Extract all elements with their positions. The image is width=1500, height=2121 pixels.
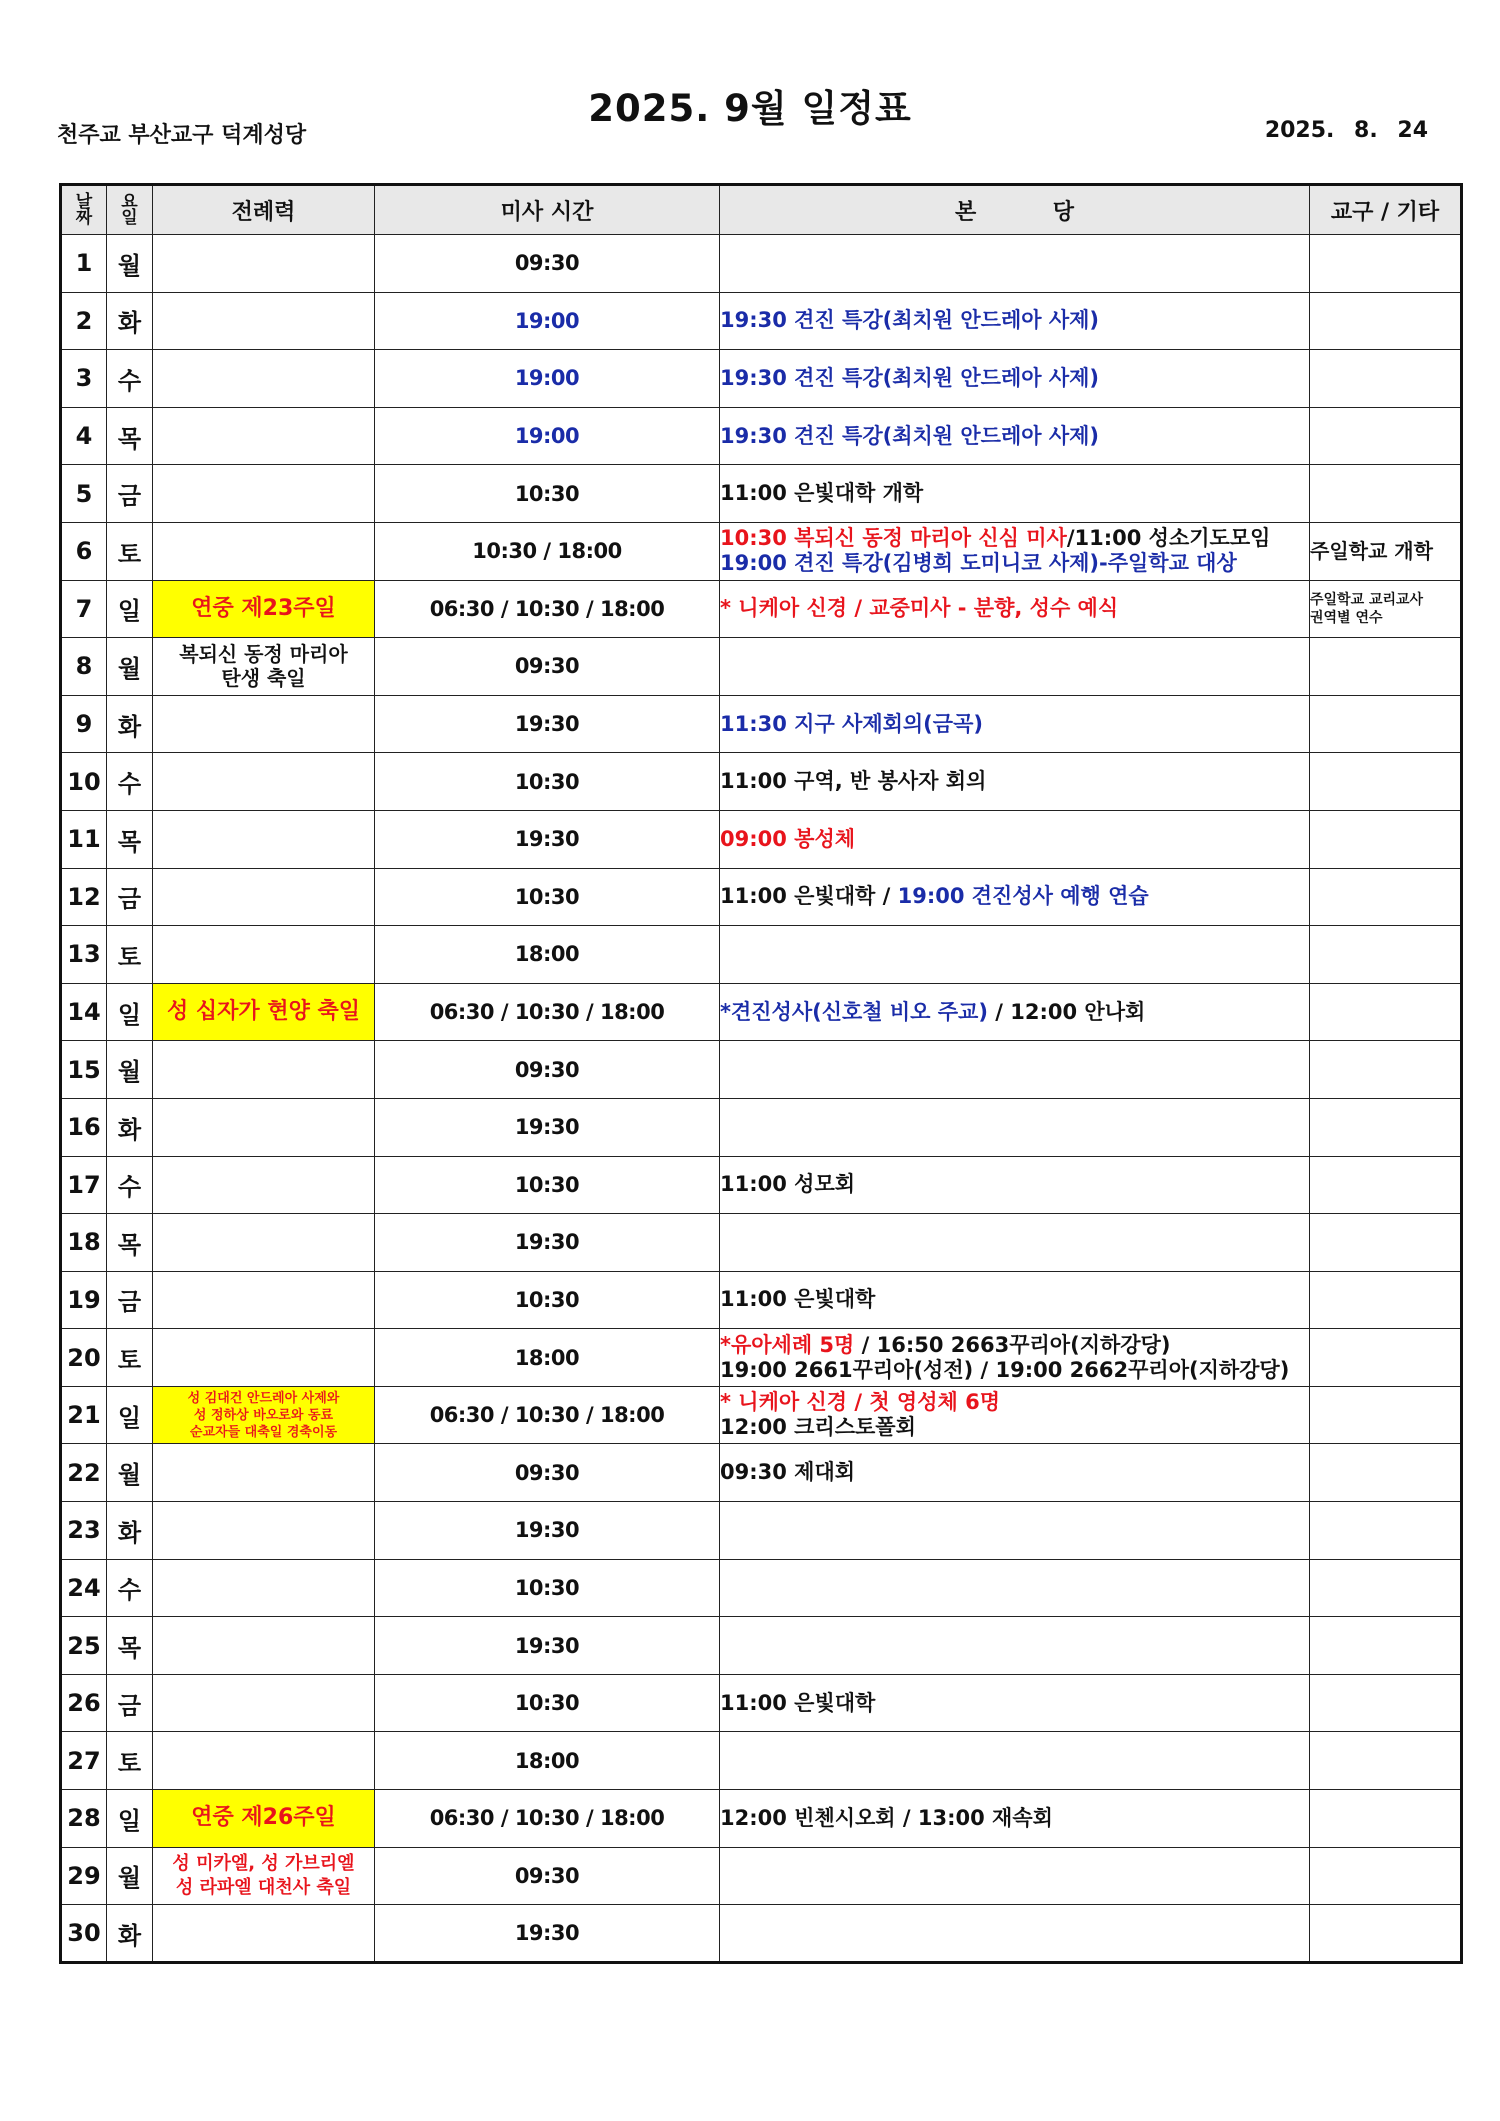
parish-events-cell	[720, 1329, 1310, 1387]
mass-time-cell: 09:30	[375, 1041, 720, 1099]
mass-time-cell: 10:30	[375, 1156, 720, 1214]
diocese-misc-cell	[1310, 1444, 1462, 1502]
liturgy-cell	[153, 1732, 375, 1790]
liturgy-cell	[153, 1444, 375, 1502]
parish-events-cell	[720, 465, 1310, 523]
table-row	[61, 580, 1462, 638]
mass-time-cell: 09:30	[375, 638, 720, 696]
diocese-misc-cell	[1310, 522, 1462, 580]
weekday-cell: 월	[107, 235, 153, 293]
event-line	[720, 1172, 1309, 1197]
header-mass-time: 미사 시간	[375, 185, 720, 235]
table-row	[61, 1732, 1462, 1790]
mass-time-cell: 10:30	[375, 868, 720, 926]
mass-time-cell: 06:30 / 10:30 / 18:00	[375, 1790, 720, 1848]
mass-time-cell: 06:30 / 10:30 / 18:00	[375, 983, 720, 1041]
event-text: / 16:50 2663꾸리아(지하강당)	[854, 1332, 1171, 1357]
date-cell: 28	[61, 1790, 107, 1848]
weekday-cell: 월	[107, 638, 153, 696]
diocese-misc-cell	[1310, 580, 1462, 638]
liturgy-cell	[153, 1329, 375, 1387]
weekday-cell: 목	[107, 810, 153, 868]
table-row	[61, 926, 1462, 984]
parish-events-cell	[720, 1790, 1310, 1848]
weekday-cell: 목	[107, 1214, 153, 1272]
table-row	[61, 1502, 1462, 1560]
diocese-misc-cell	[1310, 638, 1462, 696]
header-day-label: 날짜	[75, 192, 93, 228]
diocese-misc-cell	[1310, 810, 1462, 868]
table-row	[61, 983, 1462, 1041]
mass-time-cell: 09:30	[375, 1847, 720, 1905]
diocese-misc-cell	[1310, 1271, 1462, 1329]
header-weekday-label: 요일	[121, 192, 138, 228]
parish-events-cell	[720, 1041, 1310, 1099]
event-text: 11:00 은빛대학	[720, 1690, 876, 1715]
event-line	[720, 366, 1309, 391]
event-text: 11:00 은빛대학 /	[720, 884, 898, 909]
diocese-misc-cell	[1310, 695, 1462, 753]
misc-text: 주일학교 개학	[1310, 539, 1433, 564]
event-line	[720, 308, 1309, 333]
parish-events-cell	[720, 1502, 1310, 1560]
event-text: 19:30 견진 특강(최치원 안드레아 사제)	[720, 423, 1100, 448]
liturgy-cell	[153, 1098, 375, 1156]
date-cell: 26	[61, 1674, 107, 1732]
date-cell: 6	[61, 522, 107, 580]
event-line	[720, 526, 1309, 551]
weekday-cell: 일	[107, 1790, 153, 1848]
weekday-cell: 수	[107, 350, 153, 408]
table-row	[61, 753, 1462, 811]
event-text: 09:00 봉성체	[720, 826, 856, 851]
liturgy-cell	[153, 1847, 375, 1905]
header-parish: 본 당	[720, 185, 1310, 235]
mass-time-cell: 18:00	[375, 1732, 720, 1790]
date-cell: 1	[61, 235, 107, 293]
event-text: 12:00 빈첸시오회 / 13:00 재속회	[720, 1805, 1053, 1830]
parish-events-cell	[720, 1905, 1310, 1963]
diocese-misc-cell	[1310, 350, 1462, 408]
diocese-misc-cell	[1310, 753, 1462, 811]
date-cell: 13	[61, 926, 107, 984]
event-line	[720, 481, 1309, 506]
liturgy-cell	[153, 235, 375, 293]
parish-events-cell	[720, 407, 1310, 465]
weekday-cell: 화	[107, 695, 153, 753]
liturgy-cell	[153, 1041, 375, 1099]
event-text: *견진성사(신호철 비오 주교)	[720, 999, 996, 1024]
mass-time-cell: 19:30	[375, 1098, 720, 1156]
event-line	[720, 827, 1309, 852]
weekday-cell: 화	[107, 1905, 153, 1963]
mass-time-cell: 10:30	[375, 753, 720, 811]
liturgy-cell	[153, 868, 375, 926]
liturgy-cell	[153, 983, 375, 1041]
parish-events-cell	[720, 350, 1310, 408]
weekday-cell: 일	[107, 983, 153, 1041]
event-text: 09:30 제대회	[720, 1460, 856, 1485]
table-row	[61, 1386, 1462, 1444]
diocese-misc-cell	[1310, 1674, 1462, 1732]
date-cell: 4	[61, 407, 107, 465]
weekday-cell: 금	[107, 1271, 153, 1329]
event-line	[720, 424, 1309, 449]
diocese-misc-cell	[1310, 1386, 1462, 1444]
liturgy-cell	[153, 407, 375, 465]
weekday-cell: 수	[107, 1559, 153, 1617]
parish-events-cell	[720, 1617, 1310, 1675]
table-row	[61, 1790, 1462, 1848]
mass-time-cell: 10:30	[375, 1674, 720, 1732]
table-row	[61, 1617, 1462, 1675]
parish-events-cell	[720, 695, 1310, 753]
liturgy-cell	[153, 580, 375, 638]
date-cell: 5	[61, 465, 107, 523]
event-line	[720, 1691, 1309, 1716]
date-cell: 14	[61, 983, 107, 1041]
mass-time-cell: 19:30	[375, 695, 720, 753]
header-liturgy: 전례력	[153, 185, 375, 235]
event-text: /11:00 성소기도모임	[1066, 526, 1271, 551]
table-row	[61, 292, 1462, 350]
weekday-cell: 금	[107, 868, 153, 926]
event-text: / 12:00 안나회	[995, 999, 1146, 1024]
diocese-misc-cell	[1310, 1790, 1462, 1848]
event-line	[720, 769, 1309, 794]
date-cell: 2	[61, 292, 107, 350]
weekday-cell: 토	[107, 926, 153, 984]
table-row	[61, 1444, 1462, 1502]
date-cell: 17	[61, 1156, 107, 1214]
header-day	[61, 185, 107, 235]
date-cell: 25	[61, 1617, 107, 1675]
diocese-misc-cell	[1310, 926, 1462, 984]
liturgy-cell	[153, 1214, 375, 1272]
liturgy-cell	[153, 1905, 375, 1963]
table-row	[61, 465, 1462, 523]
parish-events-cell	[720, 810, 1310, 868]
event-text: 11:00 성모회	[720, 1172, 856, 1197]
diocese-misc-cell	[1310, 983, 1462, 1041]
misc-text: 주일학교 교리교사	[1310, 591, 1424, 608]
mass-time-cell: 19:00	[375, 292, 720, 350]
mass-time-cell: 19:00	[375, 350, 720, 408]
diocese-misc-cell	[1310, 292, 1462, 350]
date-cell: 24	[61, 1559, 107, 1617]
date-cell: 15	[61, 1041, 107, 1099]
mass-time-cell: 10:30	[375, 1559, 720, 1617]
table-row	[61, 407, 1462, 465]
parish-events-cell	[720, 1847, 1310, 1905]
event-line	[720, 1415, 1309, 1440]
liturgy-cell	[153, 522, 375, 580]
parish-events-cell	[720, 1156, 1310, 1214]
event-text: *유아세례 5명	[720, 1332, 855, 1357]
header-misc: 교구 / 기타	[1310, 185, 1462, 235]
date-cell: 9	[61, 695, 107, 753]
liturgy-cell	[153, 695, 375, 753]
table-row	[61, 1559, 1462, 1617]
liturgy-cell	[153, 638, 375, 696]
event-text: 11:00 은빛대학 개학	[720, 481, 924, 506]
mass-time-cell: 19:30	[375, 1502, 720, 1560]
event-line	[720, 884, 1309, 909]
liturgy-text: 성 정하상 바오로와 동료	[193, 1407, 334, 1423]
event-text: 19:00 2661꾸리아(성전) / 19:00 2662꾸리아(지하강당)	[720, 1357, 1290, 1382]
weekday-cell: 일	[107, 1386, 153, 1444]
liturgy-text: 성 김대건 안드레아 사제와	[187, 1390, 340, 1406]
diocese-misc-cell	[1310, 1098, 1462, 1156]
mass-time-cell: 18:00	[375, 926, 720, 984]
weekday-cell: 화	[107, 1098, 153, 1156]
weekday-cell: 화	[107, 292, 153, 350]
liturgy-cell	[153, 1674, 375, 1732]
diocese-misc-cell	[1310, 868, 1462, 926]
weekday-cell: 토	[107, 1329, 153, 1387]
liturgy-cell	[153, 753, 375, 811]
table-row	[61, 1214, 1462, 1272]
event-text: 19:00 견진 특강(김병희 도미니코 사제)-주일학교 대상	[720, 551, 1237, 576]
misc-text: 권역별 연수	[1310, 609, 1383, 626]
event-line	[720, 1390, 1309, 1415]
mass-time-cell: 19:00	[375, 407, 720, 465]
event-text: 19:00 견진성사 예행 연습	[897, 884, 1149, 909]
date-cell: 7	[61, 580, 107, 638]
weekday-cell: 금	[107, 1674, 153, 1732]
liturgy-text: 탄생 축일	[221, 666, 306, 691]
diocese-misc-cell	[1310, 1732, 1462, 1790]
table-row	[61, 1847, 1462, 1905]
mass-time-cell: 10:30	[375, 465, 720, 523]
diocese-misc-cell	[1310, 1617, 1462, 1675]
mass-time-cell: 10:30 / 18:00	[375, 522, 720, 580]
parish-events-cell	[720, 1674, 1310, 1732]
liturgy-text: 순교자들 대축일 경축이동	[189, 1424, 338, 1440]
diocese-misc-cell	[1310, 1214, 1462, 1272]
table-row	[61, 810, 1462, 868]
date-cell: 29	[61, 1847, 107, 1905]
table-row	[61, 1156, 1462, 1214]
date-cell: 18	[61, 1214, 107, 1272]
liturgy-cell	[153, 292, 375, 350]
parish-events-cell	[720, 1444, 1310, 1502]
date-cell: 22	[61, 1444, 107, 1502]
event-line	[720, 551, 1309, 576]
liturgy-cell	[153, 350, 375, 408]
date-cell: 11	[61, 810, 107, 868]
liturgy-cell	[153, 926, 375, 984]
mass-time-cell: 19:30	[375, 1214, 720, 1272]
table-row	[61, 1329, 1462, 1387]
diocese-misc-cell	[1310, 1156, 1462, 1214]
date-cell: 10	[61, 753, 107, 811]
parish-events-cell	[720, 235, 1310, 293]
event-line	[720, 712, 1309, 737]
date-cell: 30	[61, 1905, 107, 1963]
parish-events-cell	[720, 1271, 1310, 1329]
mass-time-cell: 19:30	[375, 1617, 720, 1675]
weekday-cell: 목	[107, 1617, 153, 1675]
weekday-cell: 수	[107, 753, 153, 811]
parish-events-cell	[720, 1386, 1310, 1444]
date-cell: 3	[61, 350, 107, 408]
weekday-cell: 월	[107, 1041, 153, 1099]
diocese-misc-cell	[1310, 1502, 1462, 1560]
schedule-table	[59, 183, 1463, 1964]
date-cell: 23	[61, 1502, 107, 1560]
event-line	[720, 1806, 1309, 1831]
liturgy-text: 연중 제26주일	[191, 1805, 336, 1831]
issue-date: 2025. 8. 24	[1264, 118, 1428, 143]
liturgy-text: 성 십자가 현양 축일	[167, 999, 360, 1025]
liturgy-cell	[153, 1617, 375, 1675]
diocese-misc-cell	[1310, 1329, 1462, 1387]
parish-name: 천주교 부산교구 덕계성당	[57, 123, 307, 148]
event-line	[720, 1287, 1309, 1312]
event-line	[720, 1000, 1309, 1025]
table-row	[61, 1674, 1462, 1732]
schedule-rows	[61, 235, 1462, 1963]
mass-time-cell: 06:30 / 10:30 / 18:00	[375, 580, 720, 638]
diocese-misc-cell	[1310, 1905, 1462, 1963]
diocese-misc-cell	[1310, 235, 1462, 293]
event-text: 19:30 견진 특강(최치원 안드레아 사제)	[720, 365, 1100, 390]
event-line	[720, 1358, 1309, 1383]
event-text: 11:00 구역, 반 봉사자 회의	[720, 769, 987, 794]
liturgy-text: 연중 제23주일	[191, 595, 336, 621]
event-text: * 니케아 신경 / 첫 영성체 6명	[720, 1390, 1000, 1415]
event-text: 12:00 크리스토폴회	[720, 1415, 916, 1440]
mass-time-cell: 19:30	[375, 1905, 720, 1963]
parish-events-cell	[720, 1732, 1310, 1790]
mass-time-cell: 06:30 / 10:30 / 18:00	[375, 1386, 720, 1444]
table-row	[61, 1041, 1462, 1099]
liturgy-cell	[153, 1502, 375, 1560]
table-row	[61, 1098, 1462, 1156]
date-cell: 8	[61, 638, 107, 696]
table-row	[61, 235, 1462, 293]
table-row	[61, 868, 1462, 926]
mass-time-cell: 09:30	[375, 1444, 720, 1502]
diocese-misc-cell	[1310, 465, 1462, 523]
date-cell: 16	[61, 1098, 107, 1156]
date-cell: 20	[61, 1329, 107, 1387]
diocese-misc-cell	[1310, 1559, 1462, 1617]
weekday-cell: 수	[107, 1156, 153, 1214]
diocese-misc-cell	[1310, 407, 1462, 465]
liturgy-cell	[153, 1156, 375, 1214]
weekday-cell: 금	[107, 465, 153, 523]
weekday-cell: 목	[107, 407, 153, 465]
table-row	[61, 638, 1462, 696]
parish-events-cell	[720, 638, 1310, 696]
table-row	[61, 522, 1462, 580]
parish-events-cell	[720, 926, 1310, 984]
weekday-cell: 월	[107, 1444, 153, 1502]
liturgy-cell	[153, 1790, 375, 1848]
date-cell: 27	[61, 1732, 107, 1790]
weekday-cell: 화	[107, 1502, 153, 1560]
page-title: 2025. 9월 일정표	[588, 87, 912, 130]
event-text: * 니케아 신경 / 교중미사 - 분향, 성수 예식	[720, 596, 1119, 621]
mass-time-cell: 18:00	[375, 1329, 720, 1387]
parish-events-cell	[720, 868, 1310, 926]
parish-events-cell	[720, 580, 1310, 638]
header-weekday	[107, 185, 153, 235]
table-row	[61, 1271, 1462, 1329]
event-text: 19:30 견진 특강(최치원 안드레아 사제)	[720, 308, 1100, 333]
date-cell: 21	[61, 1386, 107, 1444]
parish-events-cell	[720, 522, 1310, 580]
parish-events-cell	[720, 1098, 1310, 1156]
weekday-cell: 일	[107, 580, 153, 638]
diocese-misc-cell	[1310, 1847, 1462, 1905]
liturgy-cell	[153, 465, 375, 523]
parish-events-cell	[720, 1214, 1310, 1272]
liturgy-cell	[153, 810, 375, 868]
table-row	[61, 350, 1462, 408]
liturgy-text: 성 라파엘 대천사 축일	[175, 1876, 352, 1898]
weekday-cell: 월	[107, 1847, 153, 1905]
event-text: 11:30 지구 사제회의(금곡)	[720, 711, 983, 736]
liturgy-cell	[153, 1559, 375, 1617]
event-line	[720, 596, 1309, 621]
diocese-misc-cell	[1310, 1041, 1462, 1099]
mass-time-cell: 10:30	[375, 1271, 720, 1329]
parish-events-cell	[720, 292, 1310, 350]
liturgy-text: 성 미카엘, 성 가브리엘	[172, 1852, 355, 1874]
event-text: 10:30 복되신 동정 마리아 신심 미사	[720, 526, 1067, 551]
parish-events-cell	[720, 983, 1310, 1041]
weekday-cell: 토	[107, 1732, 153, 1790]
event-text: 11:00 은빛대학	[720, 1287, 876, 1312]
table-row	[61, 695, 1462, 753]
liturgy-text: 복되신 동정 마리아	[179, 642, 348, 667]
event-line	[720, 1460, 1309, 1485]
liturgy-cell	[153, 1271, 375, 1329]
mass-time-cell: 09:30	[375, 235, 720, 293]
parish-events-cell	[720, 753, 1310, 811]
mass-time-cell: 19:30	[375, 810, 720, 868]
liturgy-cell	[153, 1386, 375, 1444]
date-cell: 19	[61, 1271, 107, 1329]
date-cell: 12	[61, 868, 107, 926]
event-line	[720, 1333, 1309, 1358]
parish-events-cell	[720, 1559, 1310, 1617]
weekday-cell: 토	[107, 522, 153, 580]
table-row	[61, 1905, 1462, 1963]
